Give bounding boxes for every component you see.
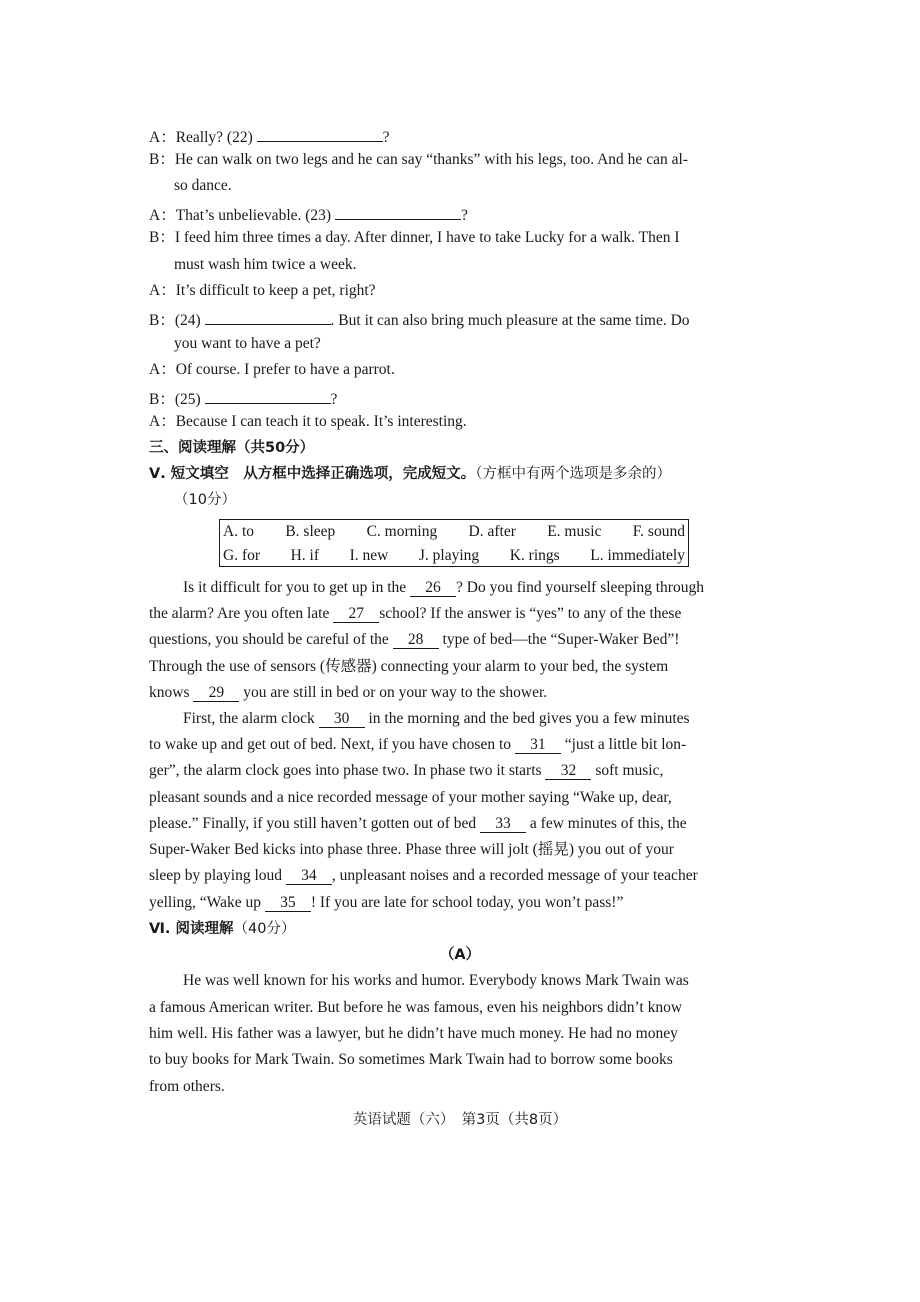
line-text: ? Do you find yourself sleeping through [456,579,704,596]
line-text: ! If you are late for school today, you won’t pass!” [310,894,624,911]
line-text: Through the use of sensors (传感器) connecting your alarm to your bed, the system [149,658,669,675]
part5-title: Ⅴ. 短文填空 从方框中选择正确选项，完成短文。 [149,466,476,482]
dialogue-line [149,360,769,380]
dialogue-line [149,150,762,170]
line-text: in the morning and the bed gives you a few minutes [368,710,690,727]
line-text: to buy books for Mark Twain. So sometimes Mark Twain had to borrow some books [149,1051,673,1068]
options-box [219,519,689,567]
part5-instructions [149,464,769,484]
line-text: from others. [149,1078,225,1095]
options-row [223,521,685,543]
part6-subtitle: （A） [439,947,481,963]
part6-heading [149,919,769,939]
line-text: A： [149,129,176,146]
line-text: A：Because I can teach it to speak. It’s interesting. [149,413,467,430]
option-item: K. rings [509,547,560,564]
line-text: him well. His father was a lawyer, but he didn’t have much money. He had no money [149,1025,678,1042]
line-text: yelling, “Wake up [149,894,261,911]
answer-blank-34: 34 [286,867,332,885]
dialogue-line [174,176,794,196]
line-text: ? [382,129,390,146]
answer-blank-25 [205,386,331,404]
answer-blank-30: 30 [319,710,365,728]
dialogue-line-23 [149,202,769,226]
dialogue-line [174,255,794,275]
line-text: soft music, [595,762,664,779]
options-row [223,545,685,567]
line-text: B：(24) [149,312,201,329]
passage-line [149,761,769,781]
line-text: B：He can walk on two legs and he can say “thanks” with his legs, too. And he can al- [149,151,688,168]
line-text: First, the alarm clock [183,710,315,727]
answer-blank-31: 31 [515,736,561,754]
answer-blank-26: 26 [410,579,456,597]
line-text: knows [149,684,190,701]
option-item: L. immediately [590,547,685,564]
dialogue-line-24 [149,307,769,331]
passage-line [183,709,803,729]
line-text: a few minutes of this, the [529,815,687,832]
line-text: must wash him twice a week. [174,256,357,273]
line-text: Really? (22) [175,129,253,146]
line-text: you are still in bed or on your way to the shower. [243,684,548,701]
line-text: He was well known for his works and humor. Everybody knows Mark Twain was [183,972,689,989]
answer-blank-32: 32 [545,762,591,780]
part6-score: （40分） [233,921,296,937]
line-text: A：That’s unbelievable. (23) [149,207,332,224]
answer-blank-29: 29 [193,684,239,702]
line-text: Super-Waker Bed kicks into phase three. Phase three will jolt (摇晃) you out of your [149,841,674,858]
answer-blank-35: 35 [265,894,311,912]
passage-line [149,788,769,808]
line-text: Is it difficult for you to get up in the [183,579,407,596]
passage-line [149,866,769,886]
option-item: B. sleep [285,523,336,540]
line-text: questions, you should be careful of the [149,631,389,648]
option-item: J. playing [418,547,480,564]
line-text: the alarm? Are you often late [149,605,330,622]
answer-blank-23 [335,202,461,220]
passage-line [149,735,769,755]
answer-blank-27: 27 [333,605,379,623]
answer-blank-33: 33 [480,815,526,833]
line-text: so dance. [174,177,232,194]
line-text: B：I feed him three times a day. After dinner, I have to take Lucky for a walk. Then I [149,229,680,246]
dialogue-line-22 [149,124,769,148]
answer-blank-22 [257,124,383,142]
line-text: a famous American writer. But before he was famous, even his neighbors didn’t know [149,999,683,1016]
line-text: please.” Finally, if you still haven’t gotten out of bed [149,815,477,832]
reading-line [183,971,803,991]
dialogue-line [149,228,769,248]
option-item: F. sound [632,523,685,540]
line-text: you want to have a pet? [174,335,321,352]
line-text: . But it can also bring much pleasure at the same time. Do [330,312,690,329]
option-item: C. morning [366,523,438,540]
part5-score: （10分） [174,492,236,508]
answer-blank-24 [205,307,331,325]
line-text: , unpleasant noises and a recorded message of your teacher [331,867,698,884]
option-item: G. for [223,547,261,564]
dialogue-line-25 [149,386,769,410]
line-text: to wake up and get out of bed. Next, if you have chosen to [149,736,512,753]
line-text: “just a little bit lon- [564,736,687,753]
line-text: type of bed—the “Super-Waker Bed”! [442,631,680,648]
reading-line [149,1077,769,1097]
line-text: ? [460,207,468,224]
passage-line [149,630,769,650]
option-item: D. after [468,523,516,540]
page-footer: 英语试题（六） 第3页（共8页） [352,1112,568,1128]
part5-note: （方框中有两个选项是多余的） [475,466,672,482]
passage-line [149,814,769,834]
reading-line [149,1050,769,1070]
option-item: A. to [223,523,254,540]
dialogue-line [149,281,769,301]
passage-line [149,604,769,624]
line-text: pleasant sounds and a nice recorded message of your mother saying “Wake up, dear, [149,789,672,806]
answer-blank-28: 28 [393,631,439,649]
line-text: A：Of course. I prefer to have a parrot. [149,361,395,378]
line-text: B：(25) [149,391,201,408]
dialogue-line [174,334,794,354]
passage-line [149,840,769,860]
dialogue-line [149,412,769,432]
line-text: ger”, the alarm clock goes into phase two. In phase two it starts [149,762,542,779]
part6-title: Ⅵ. 阅读理解 [149,921,234,937]
option-item: I. new [349,547,389,564]
line-text: sleep by playing loud [149,867,283,884]
passage-line [183,578,803,598]
option-item: E. music [547,523,602,540]
line-text: ? [330,391,338,408]
passage-line [149,657,769,677]
passage-line [149,683,769,703]
line-text: school? If the answer is “yes” to any of the these [379,605,682,622]
line-text: A：It’s difficult to keep a pet, right? [149,282,376,299]
section-heading: 三、阅读理解（共50分） [149,440,315,456]
reading-line [149,998,769,1018]
passage-line [149,893,769,913]
option-item: H. if [290,547,320,564]
reading-line [149,1024,769,1044]
